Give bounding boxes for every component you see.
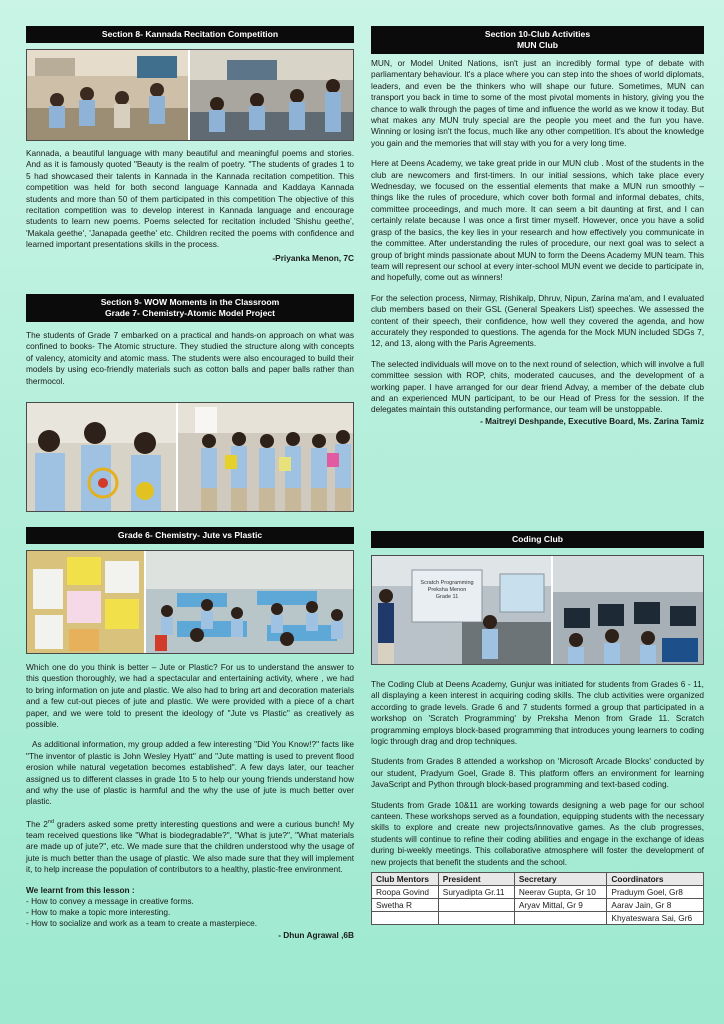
- table-cell: [438, 912, 514, 925]
- column-header: Coordinators: [607, 873, 704, 886]
- coding-para-3: Students from Grade 10&11 are working towards designing a web page for our school canteen. These workshops served as a foundation, equipping students with the necessary skills to explore and create new projects/innovative games. As the club progresses, students will continue to refine their coding abilities and engage in the exchange of ideas during bi-weekly meetings. This collaborative atmosphere will foster the development of new projects that benefit the students and the school.: [371, 799, 704, 867]
- atomic-model-photo: [26, 402, 354, 512]
- learnt-item: - How to make a topic more interesting.: [26, 907, 171, 918]
- mun-club-title: MUN Club: [516, 40, 559, 50]
- coding-club-title: Coding Club: [511, 534, 564, 544]
- grade-6-section: [26, 527, 354, 941]
- section-10-title: Section 10-Club Activities: [484, 29, 591, 39]
- grade-6-para-1: Which one do you think is better – Jute or Plastic? For us to understand the answer to this question thoroughly, we had a spectacular and entertaining activity, where , we had to bring information on jute and plastic. We also had to bring art and decoration materials and a few cut-out pieces of jute and plastic. We were provided with a piece of a chart paper, and we were told to present the ideology of "Jute vs Plastic" as creatively as possible.: [26, 662, 354, 730]
- learnt-title: We learnt from this lesson :: [26, 884, 135, 895]
- coding-para-1: The Coding Club at Deens Academy, Gunjur was initiated for students from Grades 6 - 11, all displaying a keen interest in acquiring coding skills. The club activities were organized according to grade levels. Grade 6 and 7 students formed a group that participated in a workshop on 'Scratch Programming' by Preksha Menon from Grade 11. Scratch programming employs block-based programming that introduces young learners to coding logic through drag and drop techniques.: [371, 679, 704, 747]
- mun-para-3: For the selection process, Nirmay, Rishikalp, Dhruv, Nipun, Zarina ma'am, and I evaluated club members based on their GSL (General Speakers List) speeches. We assessed the content of their speech, their confidence, how well they covered the agenda, and how accurately they responded to questions. The agenda for the Mock MUN included SDGs 7, 12, and 13, along with the Paris Agreements.: [371, 292, 704, 349]
- section-10-header: [371, 26, 704, 54]
- column-header: Secretary: [514, 873, 607, 886]
- table-cell: [438, 899, 514, 912]
- table-cell: Aryav Mittal, Gr 9: [514, 899, 607, 912]
- section-8: [26, 26, 354, 264]
- slide-line: Preksha Menon: [427, 587, 467, 593]
- table-cell: [372, 912, 439, 925]
- grade-6-header: [26, 527, 354, 544]
- section-10: [371, 26, 704, 427]
- table-row: [372, 912, 704, 925]
- section-8-header: [26, 26, 354, 43]
- table-cell: Neerav Gupta, Gr 10: [514, 886, 607, 899]
- section-9-header: [26, 294, 354, 322]
- table-cell: Swetha R: [372, 899, 439, 912]
- learnt-item: - How to socialize and work as a team to create a masterpiece.: [26, 918, 258, 929]
- table-cell: Suryadipta Gr.11: [438, 886, 514, 899]
- slide-line: Grade 11: [435, 594, 459, 600]
- table-row: [372, 899, 704, 912]
- column-header: President: [438, 873, 514, 886]
- table-cell: Aarav Jain, Gr 8: [607, 899, 704, 912]
- jute-vs-plastic-photo: [26, 550, 354, 654]
- learnt-item: - How to convey a message in creative forms.: [26, 895, 194, 906]
- table-cell: Khyateswara Sai, Gr6: [607, 912, 704, 925]
- column-header: Club Mentors: [372, 873, 439, 886]
- grade-6-signature: - Dhun Agrawal ,6B: [278, 929, 354, 940]
- section-8-body: Kannada, a beautiful language with many beautiful and meaningful poems and stories. And as it is famously quoted "Beauty is the realm of poetry. "The students of grades 1 to 5 had showcased their talents in Kannada in the Kannada recitation competition. This competition was held for both second language Kannada and Kaddaya Kannada students and more than 50 of them participated in this competition The objective of this recitation competition was to develop interest in Kannada language and encourage students to learn new poems. Poems selected for recitation included 'Shishu geethe', 'Makala geethe', 'Janapada geethe' etc. Children recited the poems with confidence and learned important presentations skills in the process.: [26, 148, 354, 250]
- mun-para-2: Here at Deens Academy, we take great pride in our MUN club . Most of the students in the club are newcomers and first-timers. In our initial sessions, which take place every Wednesday, we focused on the essential elements that make a MUN run smoothly – things like the rules of procedure, which cover both formal and informal debates, chits, committee proceedings, and much more. It can seem a bit daunting at first, and I can certainly relate because I was once a first timer myself. However, once you have a solid grasp of the basics, the key lies in your research and how effectively you communicate in the committee. After understanding the rules of procedure, our next goal was to select a group of bright minds passionate about MUN to form the Deens Academy MUN team. This team will represent our school at every inter-school MUN event we decide to participate in, and hopefully, come out as winners!: [371, 158, 704, 283]
- mun-para-4: The selected individuals will move on to the next round of selection, which will involve a full committee session with ROP, chits, moderated caucuses, and the development of a working paper. I have arranged for our dear friend Advay, a member of the debate club and an experienced MUN participant, to be our Head of Press for the session. If the delegates maintain this outstanding performance, our team will be unstoppable.: [371, 358, 704, 415]
- section-9: [26, 294, 354, 387]
- grade-6-para-3-prefix: The 2: [26, 818, 48, 829]
- mun-para-1: MUN, or Model United Nations, isn't just an incredibly formal type of debate with parliamentary behaviour. It's a place where you can step into the shoes of world diplomats, leaders, and even be the thinkers who will shape our future. Sometimes, MUN can transport you back in time to some of the most pivotal moments in history, giving you the chance to walk through the pages of time and influence the world as we know it today. But what makes any MUN truly special are the people you meet and the fun you have. Winning or losing isn't the focus, much like any other competition. It's about the knowledge you gain and the memories that will stay with you for a very long time.: [371, 58, 704, 148]
- grade-6-para-3-rest: graders asked some pretty interesting questions and were a curious bunch! My team received questions like "What is biodegradable?", "What is jute?", "What materials are made up of jute?", etc. We made sure that the children understood why the usage of jute is much better than the usage of plastic. We also made sure that they will implement it, to help increase the population of contributors to a healthy, plastic-free environment.: [26, 818, 354, 875]
- section-8-title: Section 8- Kannada Recitation Competition: [101, 29, 279, 39]
- scratch-slide: [412, 570, 482, 622]
- grade-6-para-3-sup: nd: [47, 818, 55, 825]
- slide-line: Scratch Programming: [420, 580, 474, 586]
- coding-para-2: Students from Grades 8 attended a workshop on 'Microsoft Arcade Blocks' conducted by our student, Pradyum Goel, Grade 8. This platform offers an environment for learning JavaScript and Python through block-based programming and text-based coding.: [371, 756, 704, 790]
- coding-club-photo: [371, 555, 704, 665]
- table-cell: Roopa Govind: [372, 886, 439, 899]
- grade-6-para-2: As additional information, my group added a few interesting "Did You Know!?" facts like "The inventor of plastic is John Wesley Hyatt" and "Jute matting is used to prevent flood erosion while natural vegetation becomes established". A few days later, our teacher assigned us to different classes in grade 1to 5 to help our young friends understand how and why the use of plastic is harmful and the why the use of jute is much better over plastic.: [26, 739, 354, 807]
- coding-club-section: [371, 531, 704, 925]
- kannada-recitation-photo: [26, 49, 354, 141]
- table-cell: Praduym Goel, Gr8: [607, 886, 704, 899]
- section-9-subtitle: Grade 7- Chemistry-Atomic Model Project: [104, 308, 275, 318]
- section-9-title: Section 9- WOW Moments in the Classroom: [100, 297, 280, 307]
- section-9-body: The students of Grade 7 embarked on a practical and hands-on approach on what was confined to books- The Atomic structure. They studied the structure along with concepts of valency, atomicity and atomic mass. The students were also encouraged to build their models by using eco-friendly materials such as cotton balls and paper balls rather than thermocol.: [26, 330, 354, 386]
- table-row: [372, 886, 704, 899]
- grade-6-title: Grade 6- Chemistry- Jute vs Plastic: [117, 530, 263, 540]
- grade-6-para-3: [26, 817, 354, 876]
- table-header-row: [372, 873, 704, 886]
- club-roles-table: [371, 872, 704, 925]
- coding-club-header: [371, 531, 704, 548]
- section-8-signature: -Priyanka Menon, 7C: [272, 252, 354, 263]
- table-cell: [514, 912, 607, 925]
- mun-signature: - Maitreyi Deshpande, Executive Board, Ms. Zarina Tamiz: [480, 415, 704, 426]
